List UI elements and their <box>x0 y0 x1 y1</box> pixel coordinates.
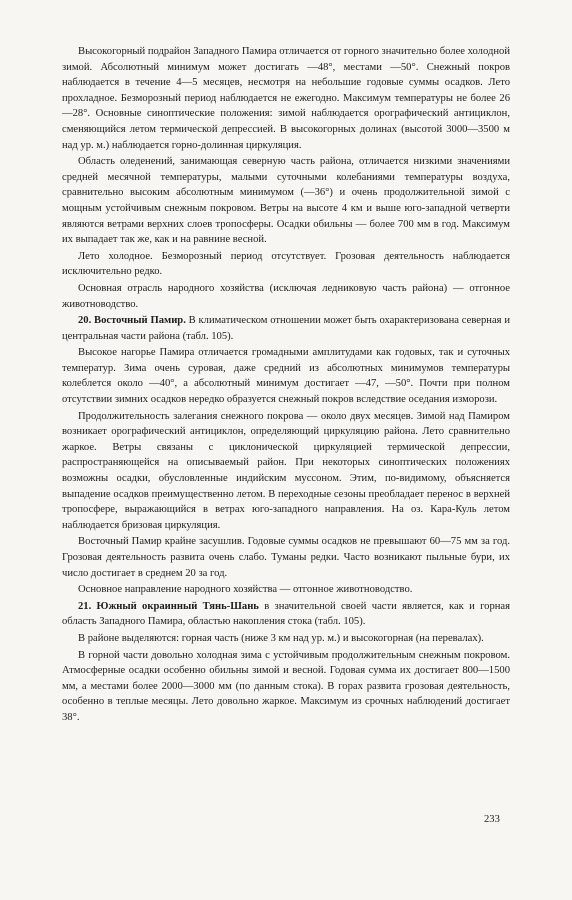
paragraph-text: Восточный Памир крайне засушлив. Годовые суммы осадков не превышают 60—75 мм за год. Грозовая деятельность развита очень слабо. Туманы редки. Часто возникают пыльные бури, их число достигает в среднем 20 за год. <box>62 536 510 579</box>
page-number: 233 <box>484 814 500 825</box>
paragraph-text: Высокогорный подрайон Западного Памира отличается от горного значительно более холодной зимой. Абсолютный минимум может достигать —48°, местами —50°. Снежный покров наблюдается в течение 4—5 месяцев, несмотря на небольшие годовые суммы осадков. Лето прохладное. Безморозный период наблюдается не ежегодно. Максимум температуры не более 26—28°. Основные синоптические положения: зимой наблюдается орографический антициклон, сменяющийся летом термической депрессией. В высокогорных долинах (высотой 3000—3500 м над ур. м.) наблюдается горно-долинная циркуляция. <box>62 46 510 151</box>
paragraph-text: В горной части довольно холодная зима с устойчивым продолжительным снежным покровом. Атмосферные осадки особенно обильны зимой и весной. Годовая сумма их достигает 800—1500 мм, а местами более 2000—3000 мм (по данным стока). В горах развита грозовая деятельность, особенно в теплые месяцы. Лето довольно жаркое. Максимум из срочных наблюдений достигает 38°. <box>62 649 510 723</box>
paragraph-text: Область оледенений, занимающая северную часть района, отличается низкими значениями средней месячной температуры, малыми суточными колебаниями температуры воздуха, сравнительно высоким абсолютным минимумом (—36°) и очень продолжительной зимой с мощным устойчивым снежным покровом. Ветры на высоте 4 км и выше юго-западной четверти являются ветрами верхних слоев тропосферы. Осадки обильны — более 700 мм в год. Максимум их выпадает так же, как и на равнине весной. <box>62 156 510 246</box>
body-text <box>62 44 510 726</box>
paragraph-text: в значительной своей части является, как и горная область Западного Памира, областью накопления стока (табл. 105). <box>62 600 510 628</box>
paragraph-economy-western <box>62 281 510 312</box>
paragraph-summer-cold <box>62 249 510 280</box>
paragraph-western-pamir-highland <box>62 44 510 153</box>
section-heading-south-tian-shan: 21. Южный окраинный Тянь-Шань <box>78 600 259 612</box>
paragraph-snow-cover <box>62 409 510 534</box>
paragraph-economy-eastern <box>62 582 510 598</box>
paragraph-text: Лето холодное. Безморозный период отсутствует. Грозовая деятельность наблюдается исключительно редко. <box>62 250 510 278</box>
paragraph-glaciation-area <box>62 154 510 248</box>
paragraph-south-tian-shan-heading <box>62 599 510 630</box>
paragraph-text: В районе выделяются: горная часть (ниже 3 км над ур. м.) и высокогорная (на перевалах). <box>78 632 484 644</box>
paragraph-arid <box>62 534 510 581</box>
paragraph-mountain-part <box>62 648 510 726</box>
paragraph-text: Продолжительность залегания снежного покрова — около двух месяцев. Зимой над Памиром возникает орографический антициклон, определяющий циркуляцию района. Лето сравнительно жаркое. Ветры связаны с циклонической циркуляцией термической депрессии, распространяющейся на описываемый район. При некоторых синоптических положениях возможны осадки, обусловленные индийским муссоном. Этим, по-видимому, объясняется выпадение осадков преимущественно летом. В переходные сезоны преобладает перенос в верхней тропосфере, выражающийся в ветрах юго-западного направления. На оз. Кара-Куль летом наблюдается бризовая циркуляция. <box>62 410 510 531</box>
paragraph-text: Основное направление народного хозяйства — отгонное животноводство. <box>78 584 413 596</box>
paragraph-amplitudes <box>62 345 510 407</box>
paragraph-text: Основная отрасль народного хозяйства (исключая ледниковую часть района) — отгонное животноводство. <box>62 282 510 310</box>
paragraph-text: Высокое нагорье Памира отличается громадными амплитудами как годовых, так и суточных температур. Зима очень суровая, даже средний из абсолютных минимумов температуры колеблется около —40°, а абсолютный минимум достигает —47, —50°. Почти при полном отсутствии зимних осадков нередко образуется снежный покров вследствие оседания изморози. <box>62 347 510 406</box>
paragraph-eastern-pamir-heading <box>62 313 510 344</box>
paragraph-text: В климатическом отношении может быть охарактеризована северная и центральная части района (табл. 105). <box>62 315 510 342</box>
paragraph-subdivisions <box>62 631 510 647</box>
section-heading-eastern-pamir: 20. Восточный Памир. <box>78 315 186 327</box>
